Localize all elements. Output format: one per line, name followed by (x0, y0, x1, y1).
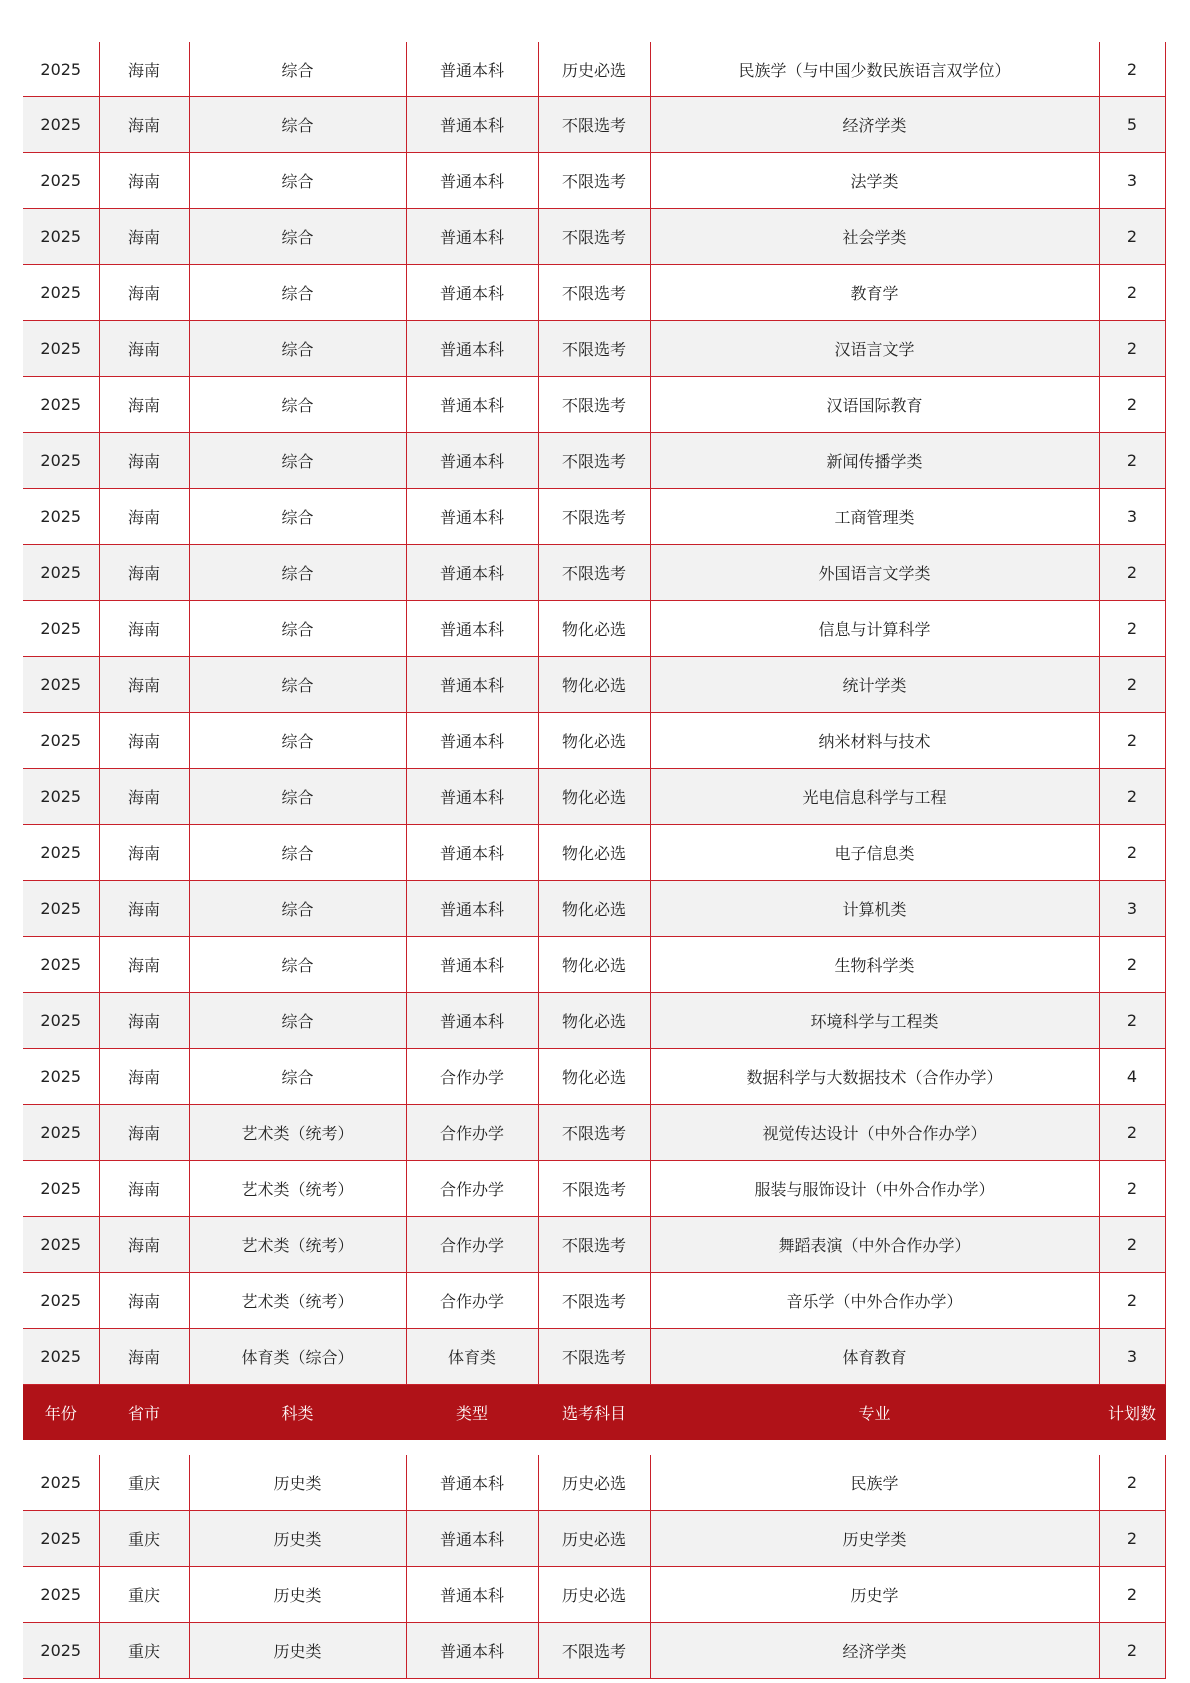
cell-province: 海南 (99, 601, 189, 657)
cell-province: 海南 (99, 1049, 189, 1105)
table-row (23, 1273, 1165, 1329)
cell-major: 历史学 (650, 1567, 1099, 1623)
cell-type: 普通本科 (406, 433, 538, 489)
cell-category: 历史类 (189, 1623, 406, 1679)
cell-year: 2025 (23, 601, 99, 657)
cell-major: 光电信息科学与工程 (650, 769, 1099, 825)
cell-category: 综合 (189, 825, 406, 881)
table-row (23, 1161, 1165, 1217)
cell-major: 纳米材料与技术 (650, 713, 1099, 769)
cell-quota: 2 (1099, 1105, 1165, 1161)
cell-major: 舞蹈表演（中外合作办学） (650, 1217, 1099, 1273)
cell-subjects: 物化必选 (538, 713, 650, 769)
cell-type: 普通本科 (406, 153, 538, 209)
cell-quota: 2 (1099, 1455, 1165, 1511)
cell-subjects: 物化必选 (538, 1049, 650, 1105)
cell-year: 2025 (23, 433, 99, 489)
cell-subjects: 不限选考 (538, 545, 650, 601)
cell-province: 海南 (99, 153, 189, 209)
header-province: 省市 (99, 1385, 189, 1440)
table-row (23, 377, 1165, 433)
cell-quota: 2 (1099, 377, 1165, 433)
cell-year: 2025 (23, 1105, 99, 1161)
cell-quota: 2 (1099, 545, 1165, 601)
cell-year: 2025 (23, 1455, 99, 1511)
cell-year: 2025 (23, 545, 99, 601)
cell-category: 艺术类（统考） (189, 1273, 406, 1329)
cell-year: 2025 (23, 209, 99, 265)
table-row (23, 1567, 1165, 1623)
cell-type: 合作办学 (406, 1049, 538, 1105)
cell-type: 合作办学 (406, 1217, 538, 1273)
cell-type: 合作办学 (406, 1161, 538, 1217)
cell-year: 2025 (23, 153, 99, 209)
cell-quota: 2 (1099, 769, 1165, 825)
cell-major: 电子信息类 (650, 825, 1099, 881)
cell-major: 教育学 (650, 265, 1099, 321)
cell-province: 海南 (99, 265, 189, 321)
cell-quota: 2 (1099, 1273, 1165, 1329)
cell-province: 海南 (99, 881, 189, 937)
chongqing-table (23, 1455, 1166, 1679)
cell-year: 2025 (23, 1217, 99, 1273)
cell-subjects: 物化必选 (538, 769, 650, 825)
cell-category: 综合 (189, 937, 406, 993)
cell-type: 普通本科 (406, 265, 538, 321)
cell-subjects: 不限选考 (538, 321, 650, 377)
cell-major: 工商管理类 (650, 489, 1099, 545)
cell-category: 综合 (189, 769, 406, 825)
cell-type: 普通本科 (406, 937, 538, 993)
cell-year: 2025 (23, 1567, 99, 1623)
cell-quota: 2 (1099, 601, 1165, 657)
table-row (23, 657, 1165, 713)
cell-type: 普通本科 (406, 1511, 538, 1567)
cell-subjects: 不限选考 (538, 97, 650, 153)
cell-major: 民族学 (650, 1455, 1099, 1511)
cell-quota: 2 (1099, 657, 1165, 713)
cell-province: 海南 (99, 1273, 189, 1329)
table-header-row (23, 1385, 1165, 1440)
cell-year: 2025 (23, 993, 99, 1049)
cell-quota: 2 (1099, 713, 1165, 769)
cell-province: 重庆 (99, 1623, 189, 1679)
cell-year: 2025 (23, 881, 99, 937)
table-row (23, 1329, 1165, 1385)
cell-year: 2025 (23, 377, 99, 433)
cell-year: 2025 (23, 825, 99, 881)
table-row (23, 97, 1165, 153)
cell-type: 普通本科 (406, 825, 538, 881)
table-row (23, 937, 1165, 993)
cell-category: 艺术类（统考） (189, 1161, 406, 1217)
cell-year: 2025 (23, 489, 99, 545)
cell-quota: 5 (1099, 97, 1165, 153)
cell-category: 历史类 (189, 1567, 406, 1623)
table-row (23, 769, 1165, 825)
cell-category: 综合 (189, 713, 406, 769)
cell-province: 海南 (99, 1217, 189, 1273)
cell-major: 计算机类 (650, 881, 1099, 937)
cell-subjects: 历史必选 (538, 42, 650, 97)
cell-subjects: 不限选考 (538, 1217, 650, 1273)
cell-year: 2025 (23, 97, 99, 153)
header-category: 科类 (189, 1385, 406, 1440)
cell-subjects: 不限选考 (538, 1623, 650, 1679)
cell-type: 合作办学 (406, 1105, 538, 1161)
table-row (23, 1455, 1165, 1511)
cell-year: 2025 (23, 321, 99, 377)
cell-province: 海南 (99, 1105, 189, 1161)
table-row (23, 993, 1165, 1049)
cell-major: 外国语言文学类 (650, 545, 1099, 601)
cell-major: 汉语国际教育 (650, 377, 1099, 433)
cell-province: 海南 (99, 937, 189, 993)
cell-quota: 2 (1099, 321, 1165, 377)
cell-year: 2025 (23, 42, 99, 97)
cell-major: 汉语言文学 (650, 321, 1099, 377)
header-subjects: 选考科目 (538, 1385, 650, 1440)
cell-major: 经济学类 (650, 1623, 1099, 1679)
cell-quota: 2 (1099, 433, 1165, 489)
table-row (23, 209, 1165, 265)
cell-type: 普通本科 (406, 377, 538, 433)
cell-major: 视觉传达设计（中外合作办学） (650, 1105, 1099, 1161)
cell-type: 普通本科 (406, 769, 538, 825)
cell-subjects: 物化必选 (538, 657, 650, 713)
header-type: 类型 (406, 1385, 538, 1440)
cell-category: 综合 (189, 209, 406, 265)
cell-subjects: 不限选考 (538, 489, 650, 545)
cell-category: 历史类 (189, 1455, 406, 1511)
cell-category: 综合 (189, 993, 406, 1049)
cell-type: 普通本科 (406, 1567, 538, 1623)
cell-subjects: 历史必选 (538, 1567, 650, 1623)
cell-major: 环境科学与工程类 (650, 993, 1099, 1049)
cell-category: 综合 (189, 377, 406, 433)
cell-category: 综合 (189, 1049, 406, 1105)
cell-quota: 2 (1099, 1217, 1165, 1273)
cell-category: 综合 (189, 42, 406, 97)
table-row (23, 601, 1165, 657)
cell-category: 综合 (189, 433, 406, 489)
cell-category: 综合 (189, 321, 406, 377)
table-row (23, 1217, 1165, 1273)
table-row (23, 545, 1165, 601)
cell-quota: 2 (1099, 1623, 1165, 1679)
cell-type: 普通本科 (406, 1623, 538, 1679)
cell-category: 历史类 (189, 1511, 406, 1567)
cell-major: 新闻传播学类 (650, 433, 1099, 489)
cell-quota: 2 (1099, 265, 1165, 321)
cell-quota: 2 (1099, 42, 1165, 97)
cell-quota: 2 (1099, 1161, 1165, 1217)
cell-province: 海南 (99, 377, 189, 433)
cell-category: 综合 (189, 97, 406, 153)
cell-subjects: 物化必选 (538, 601, 650, 657)
cell-year: 2025 (23, 1049, 99, 1105)
cell-category: 综合 (189, 601, 406, 657)
cell-subjects: 不限选考 (538, 1329, 650, 1385)
cell-type: 普通本科 (406, 713, 538, 769)
table-row (23, 825, 1165, 881)
cell-quota: 4 (1099, 1049, 1165, 1105)
table-row (23, 42, 1165, 97)
cell-year: 2025 (23, 769, 99, 825)
cell-subjects: 不限选考 (538, 377, 650, 433)
cell-major: 民族学（与中国少数民族语言双学位） (650, 42, 1099, 97)
cell-quota: 2 (1099, 209, 1165, 265)
cell-type: 普通本科 (406, 209, 538, 265)
cell-major: 服装与服饰设计（中外合作办学） (650, 1161, 1099, 1217)
cell-type: 普通本科 (406, 545, 538, 601)
cell-year: 2025 (23, 1273, 99, 1329)
cell-province: 重庆 (99, 1567, 189, 1623)
header-year: 年份 (23, 1385, 99, 1440)
table-row (23, 153, 1165, 209)
cell-category: 综合 (189, 545, 406, 601)
cell-type: 普通本科 (406, 1455, 538, 1511)
table-row (23, 433, 1165, 489)
cell-category: 综合 (189, 265, 406, 321)
cell-category: 综合 (189, 153, 406, 209)
cell-year: 2025 (23, 265, 99, 321)
cell-quota: 3 (1099, 1329, 1165, 1385)
cell-category: 综合 (189, 881, 406, 937)
cell-subjects: 历史必选 (538, 1511, 650, 1567)
cell-quota: 3 (1099, 489, 1165, 545)
cell-subjects: 物化必选 (538, 881, 650, 937)
cell-category: 艺术类（统考） (189, 1105, 406, 1161)
cell-major: 生物科学类 (650, 937, 1099, 993)
table-row (23, 713, 1165, 769)
cell-subjects: 历史必选 (538, 1455, 650, 1511)
cell-province: 海南 (99, 209, 189, 265)
hainan-table (23, 42, 1166, 1440)
cell-type: 体育类 (406, 1329, 538, 1385)
table-row (23, 1105, 1165, 1161)
cell-type: 普通本科 (406, 97, 538, 153)
cell-type: 合作办学 (406, 1273, 538, 1329)
cell-major: 法学类 (650, 153, 1099, 209)
cell-province: 海南 (99, 321, 189, 377)
cell-quota: 2 (1099, 993, 1165, 1049)
table-row (23, 881, 1165, 937)
cell-year: 2025 (23, 1623, 99, 1679)
header-major: 专业 (650, 1385, 1099, 1440)
cell-province: 海南 (99, 97, 189, 153)
cell-province: 海南 (99, 489, 189, 545)
cell-subjects: 不限选考 (538, 153, 650, 209)
cell-province: 海南 (99, 713, 189, 769)
cell-province: 重庆 (99, 1455, 189, 1511)
cell-subjects: 不限选考 (538, 265, 650, 321)
cell-category: 综合 (189, 657, 406, 713)
table-row (23, 1049, 1165, 1105)
cell-province: 海南 (99, 42, 189, 97)
cell-major: 历史学类 (650, 1511, 1099, 1567)
cell-province: 海南 (99, 657, 189, 713)
cell-type: 普通本科 (406, 657, 538, 713)
cell-major: 体育教育 (650, 1329, 1099, 1385)
cell-quota: 2 (1099, 1511, 1165, 1567)
cell-year: 2025 (23, 937, 99, 993)
cell-type: 普通本科 (406, 601, 538, 657)
cell-type: 普通本科 (406, 993, 538, 1049)
cell-province: 海南 (99, 433, 189, 489)
header-quota: 计划数 (1099, 1385, 1165, 1440)
cell-province: 海南 (99, 769, 189, 825)
cell-subjects: 物化必选 (538, 993, 650, 1049)
table-row (23, 489, 1165, 545)
cell-type: 普通本科 (406, 42, 538, 97)
cell-province: 海南 (99, 1329, 189, 1385)
table-row (23, 321, 1165, 377)
cell-type: 普通本科 (406, 489, 538, 545)
cell-major: 信息与计算科学 (650, 601, 1099, 657)
cell-type: 普通本科 (406, 881, 538, 937)
cell-province: 海南 (99, 993, 189, 1049)
cell-quota: 2 (1099, 1567, 1165, 1623)
cell-province: 海南 (99, 825, 189, 881)
cell-year: 2025 (23, 1511, 99, 1567)
cell-subjects: 不限选考 (538, 433, 650, 489)
cell-quota: 3 (1099, 881, 1165, 937)
cell-quota: 2 (1099, 825, 1165, 881)
cell-province: 重庆 (99, 1511, 189, 1567)
cell-major: 社会学类 (650, 209, 1099, 265)
cell-quota: 2 (1099, 937, 1165, 993)
cell-year: 2025 (23, 713, 99, 769)
cell-major: 数据科学与大数据技术（合作办学） (650, 1049, 1099, 1105)
cell-subjects: 不限选考 (538, 1273, 650, 1329)
cell-category: 综合 (189, 489, 406, 545)
cell-quota: 3 (1099, 153, 1165, 209)
cell-year: 2025 (23, 657, 99, 713)
cell-major: 音乐学（中外合作办学） (650, 1273, 1099, 1329)
cell-category: 体育类（综合） (189, 1329, 406, 1385)
cell-subjects: 不限选考 (538, 1105, 650, 1161)
table-row (23, 1511, 1165, 1567)
cell-category: 艺术类（统考） (189, 1217, 406, 1273)
cell-major: 统计学类 (650, 657, 1099, 713)
table-row (23, 1623, 1165, 1679)
cell-major: 经济学类 (650, 97, 1099, 153)
cell-type: 普通本科 (406, 321, 538, 377)
cell-subjects: 物化必选 (538, 825, 650, 881)
cell-province: 海南 (99, 1161, 189, 1217)
table-row (23, 265, 1165, 321)
cell-year: 2025 (23, 1329, 99, 1385)
cell-subjects: 物化必选 (538, 937, 650, 993)
cell-province: 海南 (99, 545, 189, 601)
cell-year: 2025 (23, 1161, 99, 1217)
cell-subjects: 不限选考 (538, 1161, 650, 1217)
cell-subjects: 不限选考 (538, 209, 650, 265)
